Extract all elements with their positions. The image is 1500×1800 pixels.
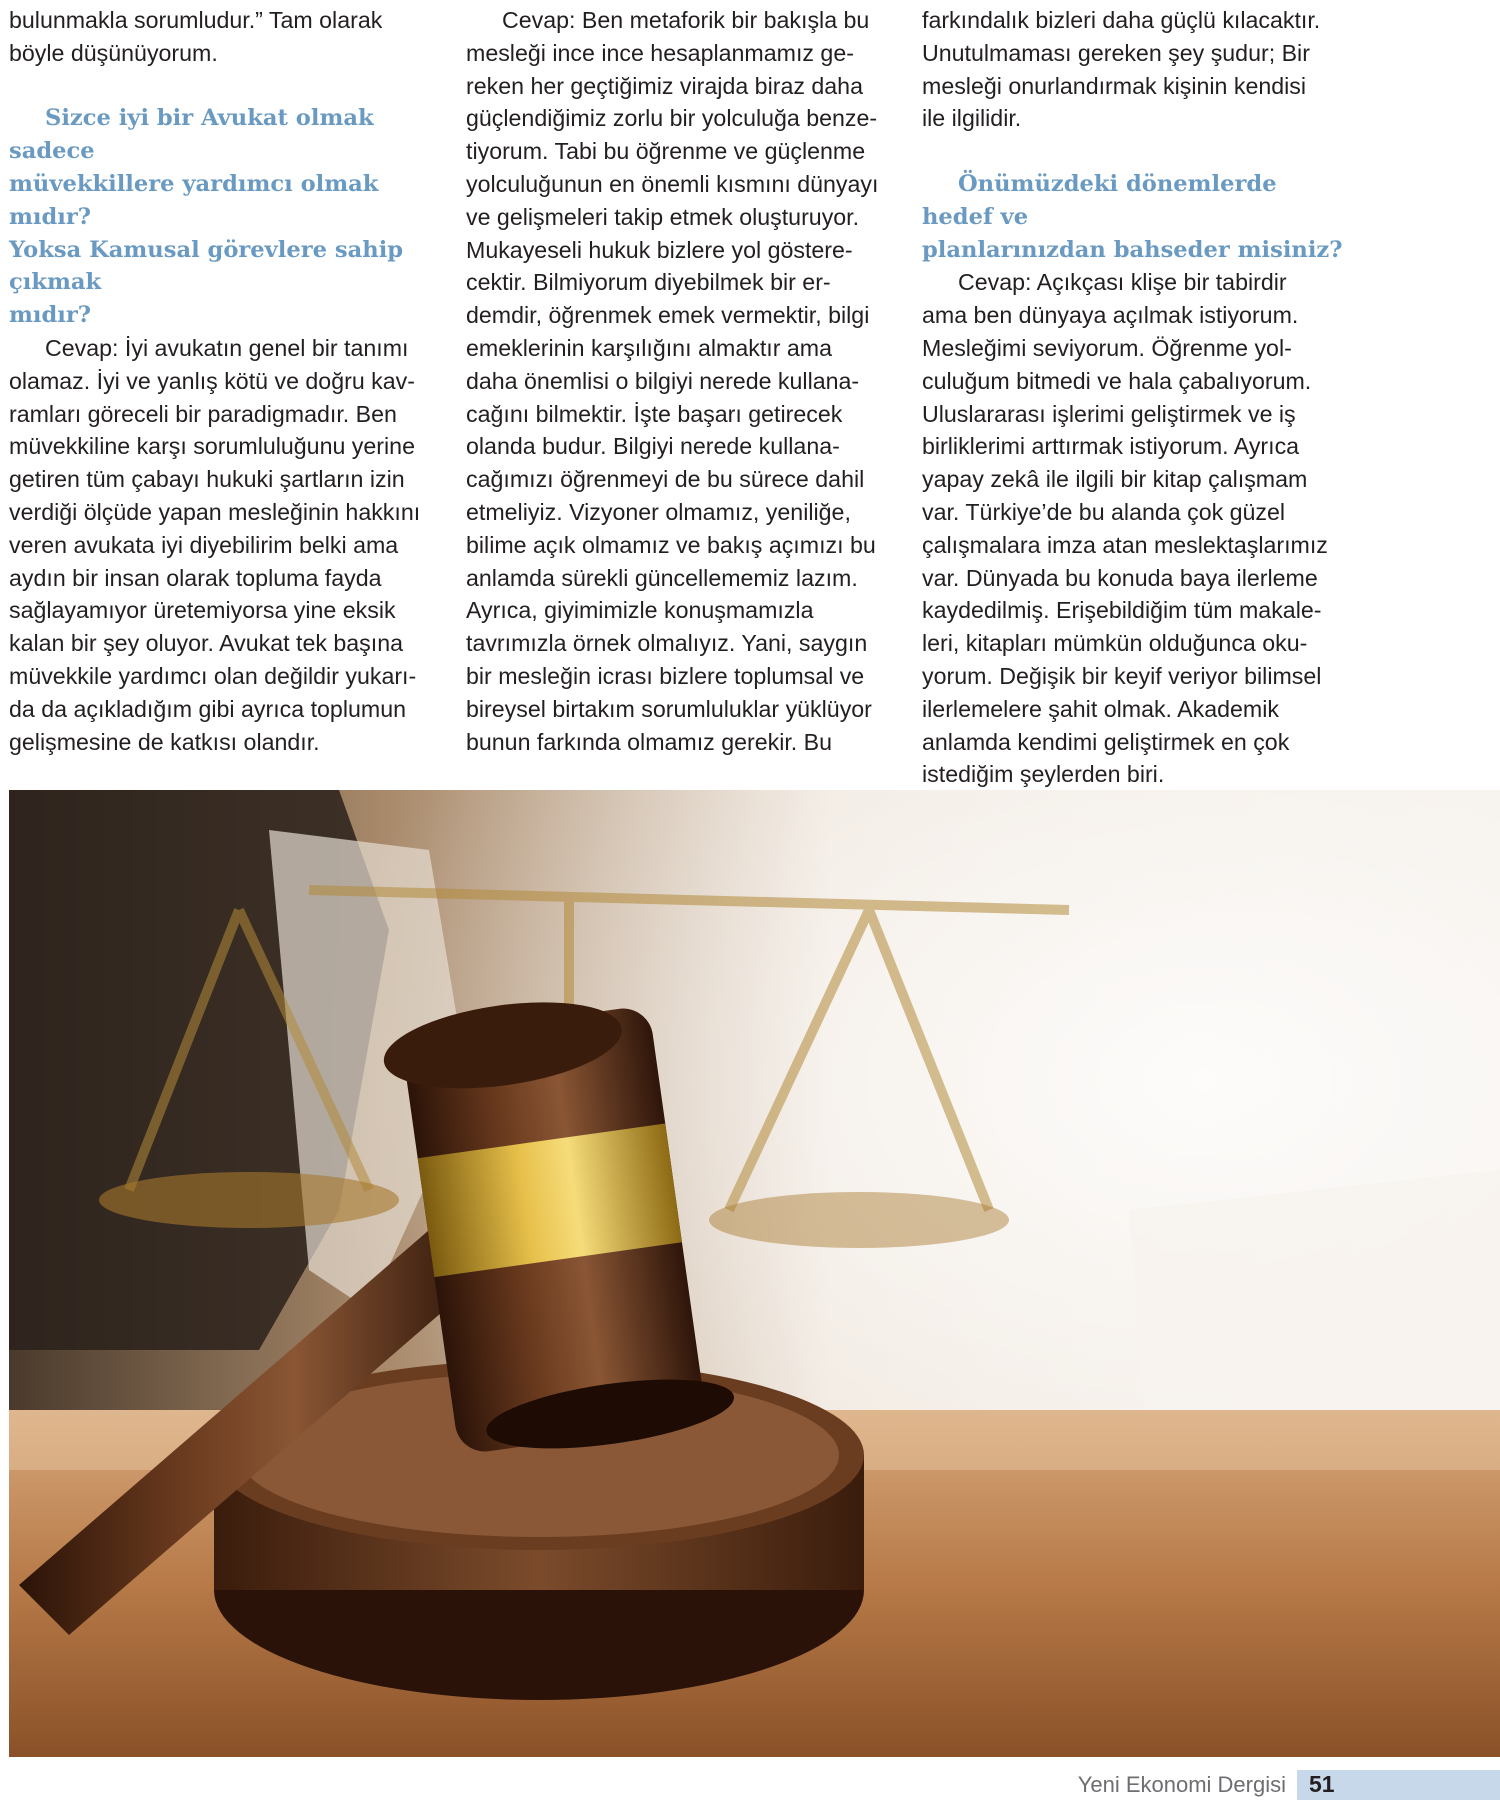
answer-line: Ayrıca, giyimimizle konuşmamızla [466, 597, 814, 624]
answer-line: reken her geçtiğimiz virajda biraz daha [466, 72, 863, 99]
answer-line: Cevap: Açıkçası klişe bir tabirdir [958, 269, 1287, 296]
magazine-name: Yeni Ekonomi Dergisi [1077, 1772, 1286, 1797]
answer-line: yapay zekâ ile ilgili bir kitap çalışmam [922, 466, 1308, 493]
text-line: mesleği onurlandırmak kişinin kendisi [922, 72, 1307, 99]
answer-line: var. Dünyada bu konuda baya ilerleme [922, 564, 1318, 591]
answer-line: Uluslararası işlerimi geliştirmek ve iş [922, 400, 1296, 427]
answer-line: kalan bir şey oluyor. Avukat tek başına [9, 630, 403, 657]
page-number-box [1297, 1770, 1500, 1800]
answer-line: istediğim şeylerden biri. [922, 761, 1165, 788]
text-line: ile ilgilidir. [922, 105, 1022, 132]
answer-line: güçlendiğimiz zorlu bir yolculuğa benze- [466, 105, 878, 132]
question-line: Önümüzdeki dönemlerde hedef ve [922, 170, 1277, 230]
answer-line: bir mesleğin icrası bizlere toplumsal ve [466, 662, 865, 689]
answer-line: ama ben dünyaya açılmak istiyorum. [922, 302, 1299, 329]
answer-line: müvekkile yardımcı olan değildir yukarı- [9, 662, 417, 689]
answer-line: leri, kitapları mümkün olduğunca oku- [922, 630, 1308, 657]
answer-line: Cevap: Ben metaforik bir bakışla bu [502, 7, 870, 33]
answer-line: gelişmesine de katkısı olandır. [9, 728, 320, 755]
answer-line: getiren tüm çabayı hukuki şartların izin [9, 466, 405, 493]
answer-line: yorum. Değişik bir keyif veriyor bilimsel [922, 662, 1322, 689]
answer-line: ve gelişmeleri takip etmek oluşturuyor. [466, 203, 860, 230]
answer-line: birliklerimi arttırmak istiyorum. Ayrıca [922, 433, 1300, 460]
answer-line: sağlayamıyor üretemiyorsa yine eksik [9, 597, 396, 624]
answer-line: kaydedilmiş. Erişebildiğim tüm makale- [922, 597, 1322, 624]
paragraph-gap [922, 135, 1352, 168]
answer-line: cektir. Bilmiyorum diyebilmek bir er- [466, 269, 831, 296]
gavel-illustration [9, 790, 1500, 1757]
article-column-3 [922, 4, 1352, 791]
answer-line: mesleği ince ince hesaplanmamız ge- [466, 39, 854, 66]
answer-line: Mukayeseli hukuk bizlere yol göstere- [466, 236, 853, 263]
answer-line: daha önemlisi o bilgiyi nerede kullana- [466, 367, 860, 394]
answer-line: demdir, öğrenmek emek vermektir, bilgi [466, 302, 870, 329]
gavel-photo [9, 790, 1500, 1757]
answer-line: tiyorum. Tabi bu öğrenme ve güçlenme [466, 138, 866, 165]
question-line: mıdır? [9, 302, 92, 329]
paragraph-gap [9, 70, 439, 103]
answer-line: ilerlemelere şahit olmak. Akademik [922, 695, 1279, 722]
answer-line: tavrımızla örnek olmalıyız. Yani, saygın [466, 630, 868, 657]
question-line: Sizce iyi bir Avukat olmak sadece [9, 105, 374, 165]
answer-line: ramları göreceli bir paradigmadır. Ben [9, 400, 397, 427]
answer-line: veren avukata iyi diyebilirim belki ama [9, 531, 399, 558]
article-column-1 [9, 4, 439, 890]
answer-line: Mesleğimi seviyorum. Öğrenme yol- [922, 334, 1292, 361]
answer-line: anlamda sürekli güncellememiz lazım. [466, 564, 858, 591]
answer-line: aydın bir insan olarak topluma fayda [9, 564, 382, 591]
answer-line: da da açıkladığım gibi ayrıca toplumun [9, 695, 406, 722]
answer-line: bunun farkında olmamız gerekir. Bu [466, 728, 833, 755]
article-column-2 [466, 4, 898, 758]
answer-line: müvekkiline karşı sorumluluğunu yerine [9, 433, 415, 460]
question-line: Yoksa Kamusal görevlere sahip çıkmak [9, 236, 404, 296]
text-line: Unutulmaması gereken şey şudur; Bir [922, 39, 1310, 66]
page-number: 51 [1309, 1771, 1335, 1797]
answer-line: yolculuğunun en önemli kısmını dünyayı [466, 170, 879, 197]
answer-line: etmeliyiz. Vizyoner olmamız, yeniliğe, [466, 498, 851, 525]
text-line: bulunmakla sorumludur.” Tam olarak [9, 7, 383, 33]
question-line: planlarınızdan bahseder misiniz? [922, 236, 1343, 263]
text-line: farkındalık bizleri daha güçlü kılacaktır. [922, 7, 1321, 33]
answer-line: verdiği ölçüde yapan mesleğinin hakkını [9, 498, 421, 525]
answer-line: cağını bilmektir. İşte başarı getirecek [466, 400, 843, 427]
answer-line: var. Türkiye’de bu alanda çok güzel [922, 498, 1286, 525]
answer-line: olamaz. İyi ve yanlış kötü ve doğru kav- [9, 367, 415, 394]
answer-line: culuğum bitmedi ve hala çabalıyorum. [922, 367, 1312, 394]
answer-line: anlamda kendimi geliştirmek en çok [922, 728, 1290, 755]
paragraph-gap [9, 758, 439, 791]
answer-line: emeklerinin karşılığını almaktır ama [466, 334, 832, 361]
answer-line: olanda budur. Bilgiyi nerede kullana- [466, 433, 840, 460]
page-footer [0, 1770, 1500, 1800]
question-line: müvekkillere yardımcı olmak mıdır? [9, 170, 379, 230]
text-line: böyle düşünüyorum. [9, 39, 218, 66]
answer-line: cağımızı öğrenmeyi de bu sürece dahil [466, 466, 865, 493]
answer-line: çalışmalara imza atan meslektaşlarımız [922, 531, 1328, 558]
answer-line: bireysel birtakım sorumluluklar yüklüyor [466, 695, 872, 722]
answer-line: Cevap: İyi avukatın genel bir tanımı [45, 334, 409, 361]
answer-line: bilime açık olmamız ve bakış açımızı bu [466, 531, 876, 558]
